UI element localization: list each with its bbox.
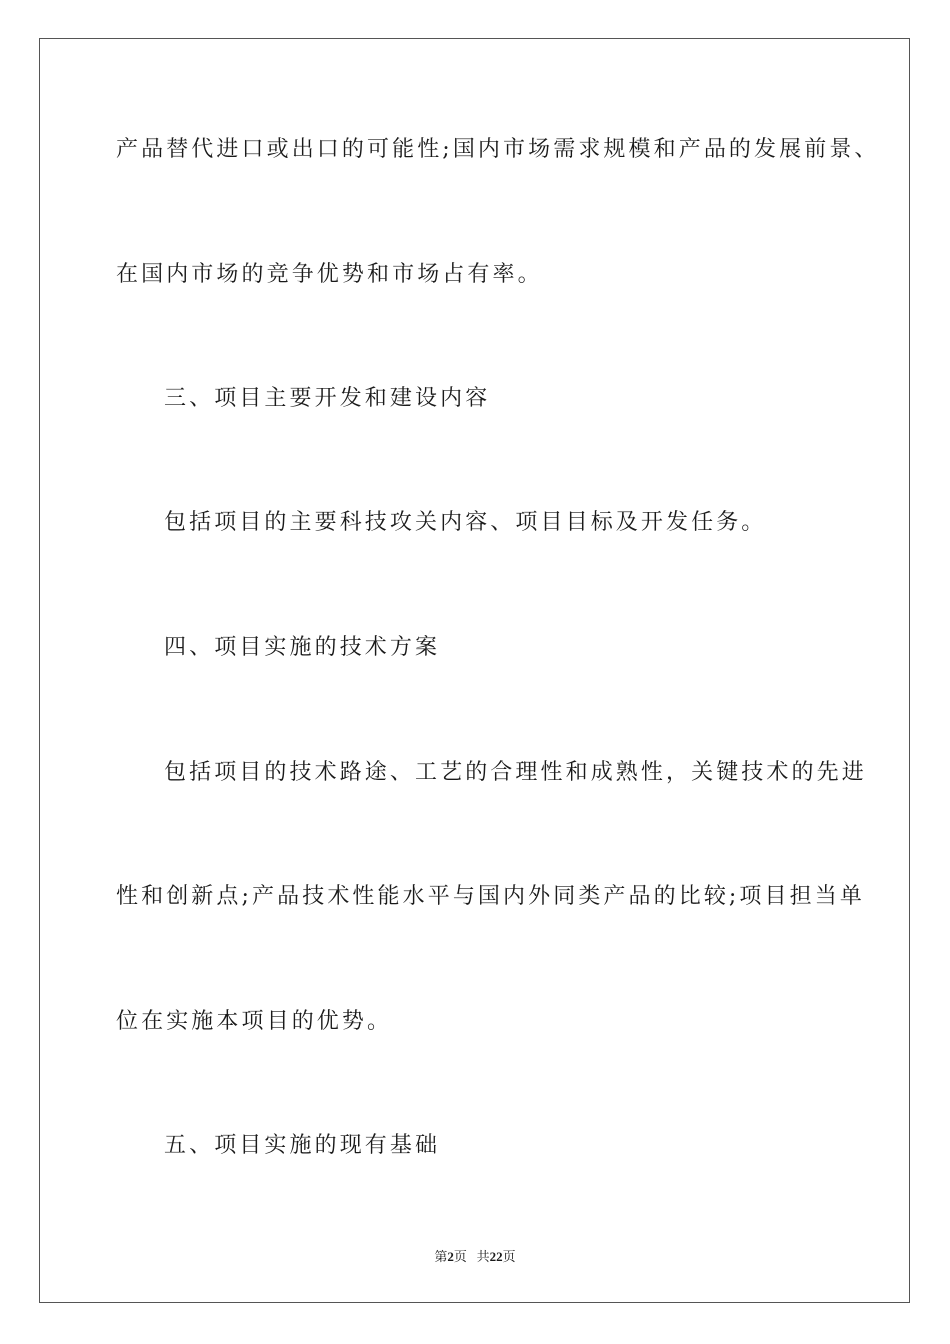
page-footer xyxy=(0,1248,950,1266)
body-text-line: 性和创新点;产品技术性能水平与国内外同类产品的比较;项目担当单 xyxy=(116,884,865,909)
body-text-line: 包括项目的主要科技攻关内容、项目目标及开发任务。 xyxy=(164,510,767,535)
body-text-line: 位在实施本项目的优势。 xyxy=(116,1009,393,1034)
body-text-line: 在国内市场的竞争优势和市场占有率。 xyxy=(116,262,543,287)
page-border xyxy=(39,38,910,1303)
page-suffix: 页 xyxy=(453,1249,467,1264)
total-pages: 22 xyxy=(489,1249,503,1264)
total-prefix: 共 xyxy=(476,1249,490,1264)
section-heading-4: 四、项目实施的技术方案 xyxy=(164,635,441,660)
page-prefix: 第 xyxy=(434,1249,448,1264)
page-number: 2 xyxy=(447,1249,454,1264)
section-heading-3: 三、项目主要开发和建设内容 xyxy=(164,386,491,411)
body-text-line: 包括项目的技术路途、工艺的合理性和成熟性，关键技术的先进 xyxy=(164,760,867,785)
section-heading-5: 五、项目实施的现有基础 xyxy=(164,1133,441,1158)
total-suffix: 页 xyxy=(502,1249,516,1264)
body-text-line: 产品替代进口或出口的可能性;国内市场需求规模和产品的发展前景、 xyxy=(116,137,880,162)
